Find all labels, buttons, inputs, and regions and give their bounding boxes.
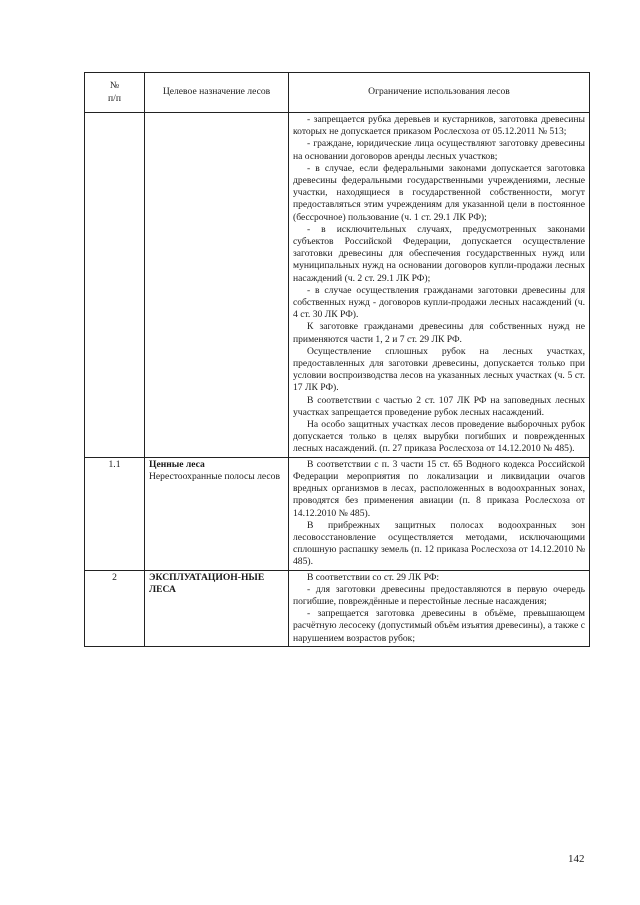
header-number: № п/п	[85, 73, 145, 113]
restriction-paragraph: В соответствии с п. 3 части 15 ст. 65 Водного кодекса Российской Федерации мероприятия по локализации и ликвидации очагов вредных организмов в лесах, расположенных в водоохранных зонах, проводятся без применения авиации (п. 8 приказа Рослесхоза от 14.12.2010 № 485).	[293, 458, 585, 519]
restriction-paragraph: В прибрежных защитных полосах водоохранных зон лесовосстановление осуществляется методами, исключающими сплошную распашку земель (п. 12 приказа Рослесхоза от 14.12.2010 № 485).	[293, 519, 585, 568]
restriction-paragraph: - в случае осуществления гражданами заготовки древесины для собственных нужд - договоров купли-продажи лесных насаждений (ч. 4 ст. 30 ЛК РФ).	[293, 284, 585, 321]
header-forest-purpose: Целевое назначение лесов	[145, 73, 289, 113]
row-category: ЭКСПЛУАТАЦИОН-НЫЕ ЛЕСА	[149, 571, 265, 595]
table-header-row	[85, 73, 590, 113]
row-number	[85, 113, 145, 458]
header-usage-restriction: Ограничение использования лесов	[289, 73, 590, 113]
row-purpose	[145, 570, 289, 646]
row-purpose	[145, 457, 289, 570]
forest-restrictions-table	[84, 72, 590, 647]
row-purpose	[145, 113, 289, 458]
restriction-paragraph: - граждане, юридические лица осуществляют заготовку древесины на основании договоров аренды лесных участков;	[293, 138, 585, 162]
page-number: 142	[568, 853, 585, 865]
restriction-paragraph: - для заготовки древесины предоставляются в первую очередь погибшие, повреждённые и перестойные лесные насаждения;	[293, 583, 585, 607]
restriction-paragraph: - запрещается рубка деревьев и кустарников, заготовка древесины которых не допускается приказом Рослесхоза от 05.12.2011 № 513;	[293, 114, 585, 138]
restriction-paragraph: - запрещается заготовка древесины в объёме, превышающем расчётную лесосеку (допустимый объём изъятия древесины), а также с нарушением возрастов рубок;	[293, 608, 585, 644]
row-subcategory: Нерестоохранные полосы лесов	[149, 470, 280, 482]
restriction-paragraph: - в случае, если федеральными законами допускается заготовка древесины федеральными государственными учреждениями, лесные участки, находящиеся в государственной собственности, могут предоставляться этим учреждениям для указанной цели в постоянное (бессрочное) пользование (ч. 1 ст. 29.1 ЛК РФ);	[293, 162, 585, 223]
restriction-paragraph: В соответствии со ст. 29 ЛК РФ:	[307, 571, 440, 583]
row-restrictions	[289, 570, 590, 646]
table-row	[85, 113, 590, 458]
restriction-paragraph: К заготовке гражданами древесины для собственных нужд не применяются части 1, 2 и 7 ст. 29 ЛК РФ.	[293, 321, 585, 345]
restriction-paragraph: Осуществление сплошных рубок на лесных участках, предоставленных для заготовки древесины, допускается только при условии воспроизводства лесов на указанных лесных участках (ч. 5 ст. 17 ЛК РФ).	[293, 345, 585, 394]
row-category: Ценные леса	[149, 458, 205, 470]
row-restrictions	[289, 457, 590, 570]
restriction-paragraph: На особо защитных участках лесов проведение выборочных рубок допускается только в целях вырубки погибших и поврежденных лесных насаждений. (п. 27 приказа Рослесхоза от 14.12.2010 № 485).	[293, 419, 585, 455]
table-row	[85, 570, 590, 646]
row-number: 1.1	[85, 457, 145, 570]
row-restrictions	[289, 113, 590, 458]
restriction-paragraph: - в исключительных случаях, предусмотренных законами субъектов Российской Федерации, допускается осуществление заготовки древесины для обеспечения государственных нужд или муниципальных нужд на основании договоров купли-продажи лесных насаждений (ч. 2 ст. 29.1 ЛК РФ);	[293, 223, 585, 284]
restriction-paragraph: В соответствии с частью 2 ст. 107 ЛК РФ на заповедных лесных участках запрещается проведение рубок лесных насаждений.	[293, 394, 585, 418]
table-row	[85, 457, 590, 570]
row-number: 2	[85, 570, 145, 646]
